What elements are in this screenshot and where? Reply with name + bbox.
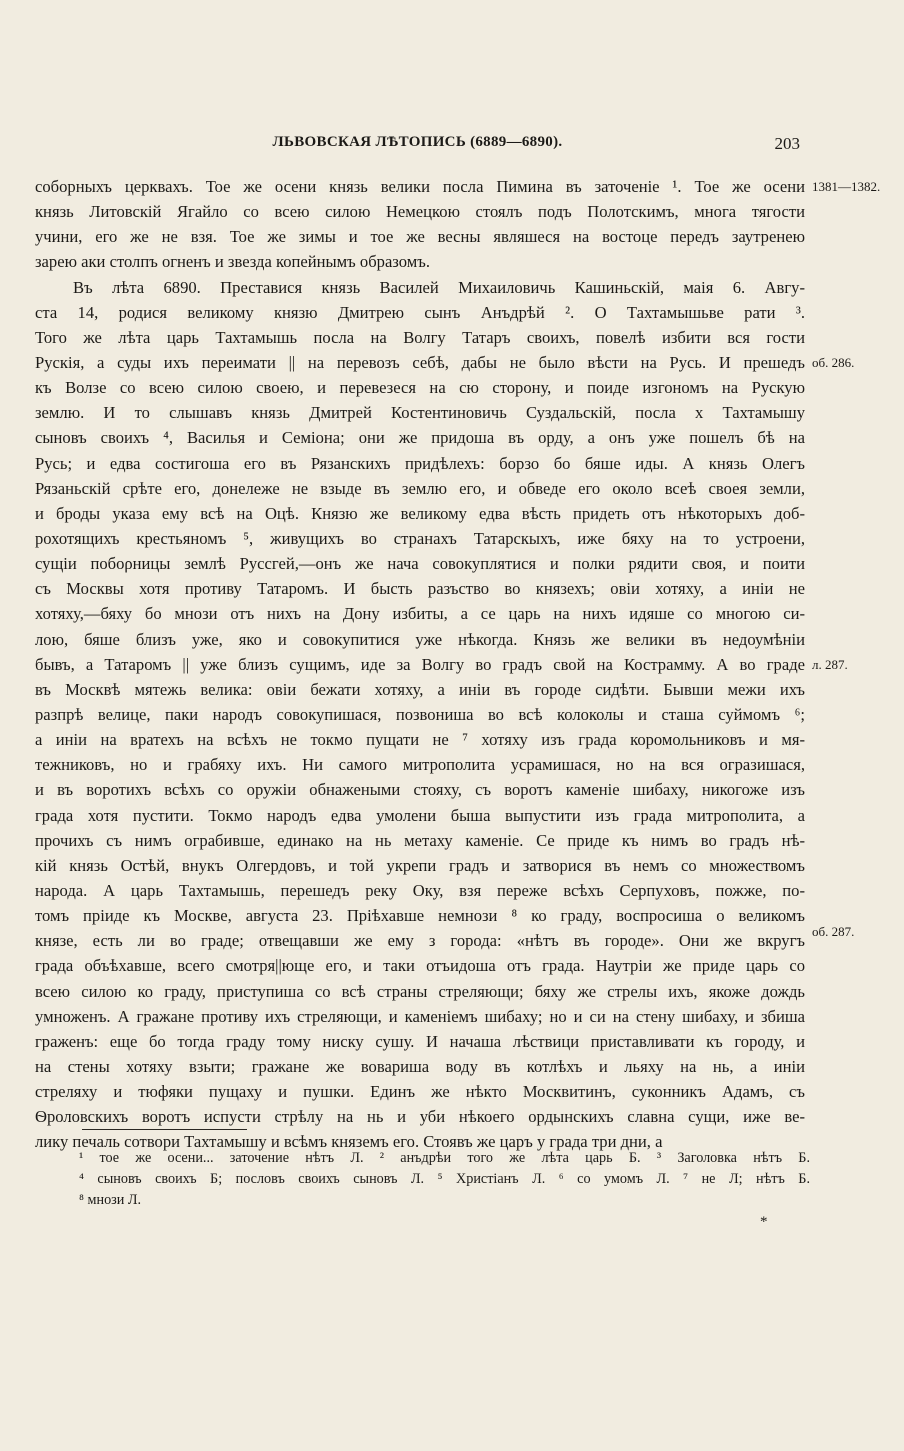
text-line: рохотящихъ крестьяномъ ⁵, живущихъ во странахъ Татарскыхъ, иже бяху на то устроени, <box>35 528 805 548</box>
text-line: града хотя пустити. Токмо народъ едва умолени быша выпустити изъ града митрополита, а <box>35 805 805 825</box>
text-line: бывъ, а Татаромъ || уже близъ сущимъ, иде за Волгу во градъ свой на Кострамму. А во граде <box>35 654 805 674</box>
text-line: томъ пріиде къ Москве, августа 23. Пріѣхавше немнози ⁸ ко граду, воспросиша о великомъ <box>35 906 805 926</box>
running-title: ЛЬВОВСКАЯ ЛѢТОПИСЬ (6889—6890). <box>272 134 563 150</box>
text-line: стреляху и тюфяки пущаху и пушки. Единъ же нѣкто Москвитинъ, суконникъ Адамъ, съ <box>35 1082 805 1102</box>
footnote-separator <box>82 1129 247 1130</box>
asterisk-mark: * <box>760 1214 768 1230</box>
text-line: Того же лѣта царь Тахтамышь посла на Волгу Татаръ своихъ, повелѣ избити вся гости <box>35 327 805 347</box>
text-line: града объѣхавше, всего смотря||юще его, и таки отъидоша отъ града. Наутріи же приде царь со <box>35 956 805 976</box>
margin-note: л. 287. <box>812 657 848 672</box>
text-line: и броды указа ему всѣ на Оцѣ. Князю же великому едва вѣсть придеть отъ нѣкоторыхъ доб- <box>35 503 805 523</box>
footnotes <box>35 1148 810 1211</box>
text-line: Русь; и едва состигоша его въ Рязанскихъ придѣлехъ: борзо бо бяше иды. А князь Олегъ <box>35 453 805 473</box>
page-header <box>35 134 800 156</box>
text-line: землю. И то слышавъ князь Дмитрей Костентиновичь Суздальскій, посла х Тахтамышу <box>35 403 805 423</box>
text-line: тежниковъ, но и грабяху ихъ. Ни самого митрополита усрамишася, но на вся огразишася, <box>35 755 805 775</box>
footnote-line: ¹ тое же осени... заточение нѣтъ Л. ² анъдрѣи того же лѣта царь Б. ³ Заголовка нѣтъ Б. <box>79 1150 810 1166</box>
text-line: разпрѣ велице, паки народъ совокупишася, позвониша во всѣ колоколы и сташа суймомъ ⁶; <box>35 704 805 724</box>
text-line: князь Литовскій Ягайло со всею силою Немецкою стоялъ подъ Полотскимъ, многа тягости <box>35 202 805 222</box>
text-line: и въ воротихъ всѣхъ со оружіи обнажеными стояху, съ воротъ каменіе шибаху, никогоже изъ <box>35 780 805 800</box>
main-text <box>35 174 805 1154</box>
margin-note: об. 286. <box>812 355 855 370</box>
text-line: учини, его же не взя. Тое же зимы и тое же весны являшеся на востоце передъ заутренею <box>35 227 805 247</box>
page-number: 203 <box>774 134 800 153</box>
text-line: Въ лѣта 6890. Преставися князь Василей Михаиловичь Кашиньскій, маія 6. Авгу- <box>73 277 805 297</box>
margin-note: об. 287. <box>812 924 855 939</box>
text-line: ста 14, родися великому князю Дмитрею сынъ Анъдрѣй ². О Тахтамышьве рати ³. <box>35 302 805 322</box>
text-line: въ Москвѣ мятежь велика: овіи бежати хотяху, а иніи въ городе сидѣти. Бывши межи ихъ <box>35 679 805 699</box>
text-line: умноженъ. А гражане противу ихъ стреляющи, и каменіемъ шибаху; но и си на стену шибаху, и збиша <box>35 1006 805 1026</box>
text-line: къ Волзе со всею силою своею, и перевезеся на сю сторону, и поиде изгономъ на Рускую <box>35 378 805 398</box>
text-line: сущіи побορницы землѣ Руссгей,—онъ же нача совокуплятися и полки рядити своя, и поити <box>35 554 805 574</box>
text-line: народа. А царь Тахтамышь, перешедъ реку Оку, взя переже всѣхъ Серпуховъ, пожже, по- <box>35 880 805 900</box>
margin-note: 1381—1382. <box>812 179 881 194</box>
text-line: Рязаньскій срѣте его, донележе не взыде въ землю его, и обведе его около всеѣ своея земли, <box>35 478 805 498</box>
text-line: съ Москвы хотя противу Татаромъ. И бысть разъство во князехъ; овіи хотяху, а иніи не <box>35 579 805 599</box>
text-line: Рускія, а суды ихъ переимати || на перевозъ себѣ, дабы не было вѣсти на Русь. И прешедъ <box>35 352 805 372</box>
text-line: лою, бяше близъ уже, яко и совокупитися уже нѣкогда. Князь же велики въ недоумѣніи <box>35 629 805 649</box>
text-line: граженъ: еще бо тогда граду тому ниску сушу. И начаша лѣствици приставливати къ городу, и <box>35 1031 805 1051</box>
text-line: сыновъ своихъ ⁴, Василья и Семіона; они же придоша въ орду, а онъ уже пошелъ бѣ на <box>35 428 805 448</box>
text-line: зарею аки столпъ огненъ и звезда копейнымъ образомъ. <box>35 252 430 272</box>
text-line: хотяху,—бяху бо мнози отъ нихъ на Дону избиты, а се царь на нихъ идяше со многою си- <box>35 604 805 624</box>
text-line: всею силою ко граду, приступиша со всѣ страны стреляющи; бяху же стрелы ихъ, якоже дождь <box>35 981 805 1001</box>
text-line: князе, есть ли во граде; отвещавши же ему з города: «нѣтъ въ городе». Они же вкругъ <box>35 931 805 951</box>
text-line: на стены хотяху взыти; гражане же вовариша воду въ котлѣхъ и льяху на нь, а иніи <box>35 1056 805 1076</box>
text-line: а иніи на вратехъ на всѣхъ не токмо пущати не ⁷ хотяху изъ града коромольниковъ и мя- <box>35 730 805 750</box>
text-line: лику печаль сотвори Тахтамышу и всѣмъ княземъ его. Стоявъ же царъ у града три дни, а <box>35 1132 663 1152</box>
text-line: кій князь Остѣй, внукъ Олгердовъ, и той укрепи градъ и затворися въ немъ со множествомъ <box>35 855 805 875</box>
text-line: прочихъ съ нимъ ограбивше, единако на нь метаху каменіе. Се приде къ нимъ во градъ нѣ- <box>35 830 805 850</box>
footnote-line: ⁸ мнози Л. <box>79 1192 142 1208</box>
text-line: соборныхъ церквахъ. Тое же осени князь велики посла Пимина въ заточеніе ¹. Тое же осени <box>35 177 805 196</box>
text-line: Ѳроловскихъ воротъ испусти стрѣлу на нь и уби нѣкоего ордынскихъ славна сущи, иже ве- <box>35 1107 805 1127</box>
footnote-line: ⁴ сыновъ своихъ Б; пословъ своихъ сыновъ Л. ⁵ Христіанъ Л. ⁶ со умомъ Л. ⁷ не Л; нѣтъ Б. <box>79 1171 810 1187</box>
